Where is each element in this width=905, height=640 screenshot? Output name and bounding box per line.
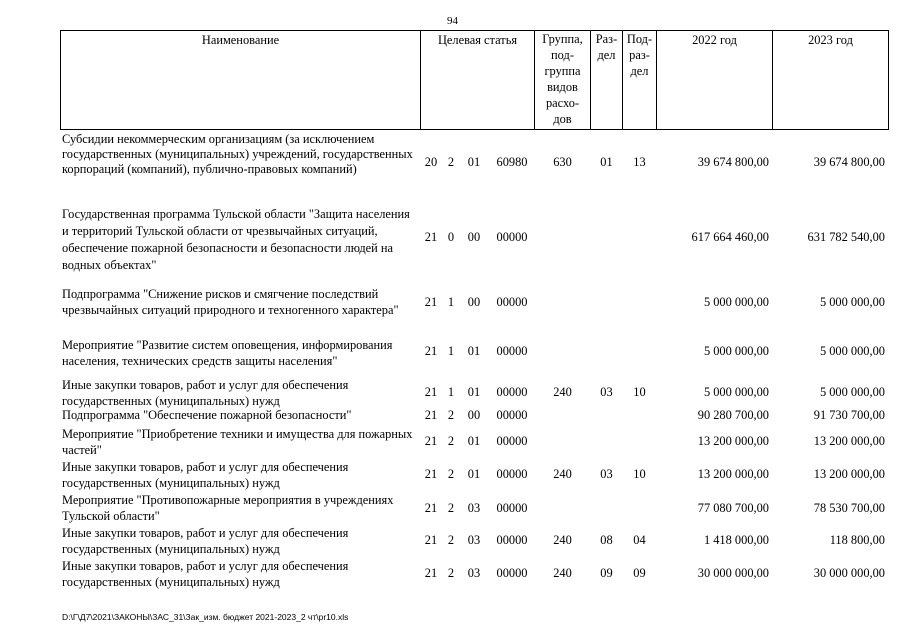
target-code: 2 bbox=[447, 408, 455, 422]
row-name: Мероприятие "Противопожарные мероприятия в учреждениях Тульской области" bbox=[62, 493, 394, 523]
row-name: Государственная программа Тульской области "Защита населения и территорий Тульской области от чрезвычайных ситуаций, обеспечение пожарной безопасности и безопасности людей на водных объектах" bbox=[62, 207, 410, 272]
value-2022: 617 664 460,00 bbox=[691, 230, 769, 244]
header-2023: 2023 год bbox=[808, 33, 853, 47]
target-code: 2 bbox=[447, 566, 455, 580]
value-2023: 13 200 000,00 bbox=[813, 434, 885, 448]
group-code: 240 bbox=[553, 566, 572, 580]
section-code: 03 bbox=[600, 385, 613, 399]
target-code: 00000 bbox=[496, 467, 528, 481]
target-code: 21 bbox=[424, 501, 438, 515]
header-name: Наименование bbox=[201, 33, 280, 47]
row-name: Иные закупки товаров, работ и услуг для обеспечения государственных (муниципальных) нужд bbox=[62, 526, 349, 556]
value-2023: 118 800,00 bbox=[829, 533, 885, 547]
target-code: 00 bbox=[467, 295, 481, 309]
row-name: Мероприятие "Приобретение техники и имущества для пожарных частей" bbox=[62, 427, 413, 457]
section-code: 08 bbox=[600, 533, 613, 547]
target-code: 01 bbox=[467, 344, 481, 358]
row-name: Подпрограмма "Обеспечение пожарной безопасности" bbox=[62, 408, 352, 422]
value-2022: 5 000 000,00 bbox=[703, 295, 769, 309]
value-2022: 13 200 000,00 bbox=[697, 434, 769, 448]
target-code: 03 bbox=[467, 533, 481, 547]
target-code: 00000 bbox=[496, 385, 528, 399]
target-code: 2 bbox=[447, 533, 455, 547]
group-code: 240 bbox=[553, 533, 572, 547]
target-code: 1 bbox=[447, 385, 455, 399]
value-2023: 91 730 700,00 bbox=[813, 408, 885, 422]
target-code: 21 bbox=[424, 566, 438, 580]
target-code: 2 bbox=[447, 434, 455, 448]
target-code: 21 bbox=[424, 344, 438, 358]
subsection-code: 09 bbox=[633, 566, 646, 580]
row-name: Подпрограмма "Снижение рисков и смягчение последствий чрезвычайных ситуаций природного и техногенного характера" bbox=[62, 287, 399, 317]
target-code: 1 bbox=[447, 295, 455, 309]
header-group: Группа, под- группа видов расхо- дов bbox=[542, 32, 583, 126]
value-2022: 77 080 700,00 bbox=[697, 501, 769, 515]
target-code: 01 bbox=[467, 155, 481, 169]
target-code: 01 bbox=[467, 434, 481, 448]
value-2023: 13 200 000,00 bbox=[813, 467, 885, 481]
value-2022: 30 000 000,00 bbox=[697, 566, 769, 580]
page-number: 94 bbox=[447, 15, 458, 27]
target-code: 03 bbox=[467, 501, 481, 515]
subsection-code: 13 bbox=[633, 155, 646, 169]
target-code: 01 bbox=[467, 385, 481, 399]
group-code: 240 bbox=[553, 467, 572, 481]
value-2023: 5 000 000,00 bbox=[819, 295, 885, 309]
section-code: 09 bbox=[600, 566, 613, 580]
subsection-code: 10 bbox=[633, 385, 646, 399]
value-2023: 39 674 800,00 bbox=[813, 155, 885, 169]
target-code: 00000 bbox=[496, 434, 528, 448]
value-2023: 30 000 000,00 bbox=[813, 566, 885, 580]
value-2022: 5 000 000,00 bbox=[703, 385, 769, 399]
target-code: 0 bbox=[447, 230, 455, 244]
target-code: 21 bbox=[424, 385, 438, 399]
value-2023: 5 000 000,00 bbox=[819, 344, 885, 358]
section-code: 03 bbox=[600, 467, 613, 481]
target-code: 1 bbox=[447, 344, 455, 358]
header-subsection: Под- раз- дел bbox=[626, 32, 653, 78]
subsection-code: 10 bbox=[633, 467, 646, 481]
target-code: 00000 bbox=[496, 230, 528, 244]
target-code: 00000 bbox=[496, 533, 528, 547]
row-name: Иные закупки товаров, работ и услуг для обеспечения государственных (муниципальных) нужд bbox=[62, 559, 349, 589]
group-code: 630 bbox=[553, 155, 572, 169]
header-target: Целевая статья bbox=[437, 33, 518, 47]
target-code: 00000 bbox=[496, 408, 528, 422]
subsection-code: 04 bbox=[633, 533, 646, 547]
section-code: 01 bbox=[600, 155, 613, 169]
value-2023: 631 782 540,00 bbox=[807, 230, 885, 244]
target-code: 2 bbox=[447, 467, 455, 481]
value-2022: 90 280 700,00 bbox=[697, 408, 769, 422]
target-code: 21 bbox=[424, 434, 438, 448]
target-code: 2 bbox=[447, 155, 455, 169]
target-code: 60980 bbox=[496, 155, 528, 169]
target-code: 00000 bbox=[496, 295, 528, 309]
row-name: Субсидии некоммерческим организациям (за исключением государственных (муниципальных) учреждений, государственных корпораций (компаний), публично-правовых компаний) bbox=[62, 132, 413, 176]
target-code: 00000 bbox=[496, 566, 528, 580]
group-code: 240 bbox=[553, 385, 572, 399]
value-2022: 13 200 000,00 bbox=[697, 467, 769, 481]
target-code: 21 bbox=[424, 295, 438, 309]
target-code: 21 bbox=[424, 467, 438, 481]
header-section: Раз- дел bbox=[595, 32, 618, 62]
value-2022: 1 418 000,00 bbox=[703, 533, 769, 547]
target-code: 01 bbox=[467, 467, 481, 481]
target-code: 00 bbox=[467, 408, 481, 422]
row-name: Иные закупки товаров, работ и услуг для обеспечения государственных (муниципальных) нужд bbox=[62, 378, 349, 408]
value-2022: 39 674 800,00 bbox=[697, 155, 769, 169]
target-code: 21 bbox=[424, 533, 438, 547]
target-code: 21 bbox=[424, 230, 438, 244]
target-code: 00000 bbox=[496, 501, 528, 515]
header-2022: 2022 год bbox=[692, 33, 737, 47]
target-code: 20 bbox=[424, 155, 438, 169]
row-name: Мероприятие "Развитие систем оповещения, информирования населения, технических средств защиты населения" bbox=[62, 338, 393, 368]
target-code: 2 bbox=[447, 501, 455, 515]
target-code: 00000 bbox=[496, 344, 528, 358]
value-2022: 5 000 000,00 bbox=[703, 344, 769, 358]
row-name: Иные закупки товаров, работ и услуг для обеспечения государственных (муниципальных) нужд bbox=[62, 460, 349, 490]
target-code: 03 bbox=[467, 566, 481, 580]
file-path-footer: D:\Г\Д7\2021\ЗАКОНЫ\ЗАС_31\Зак_изм. бюджет 2021-2023_2 чт\pr10.xls bbox=[62, 612, 349, 622]
target-code: 00 bbox=[467, 230, 481, 244]
value-2023: 5 000 000,00 bbox=[819, 385, 885, 399]
target-code: 21 bbox=[424, 408, 438, 422]
value-2023: 78 530 700,00 bbox=[813, 501, 885, 515]
